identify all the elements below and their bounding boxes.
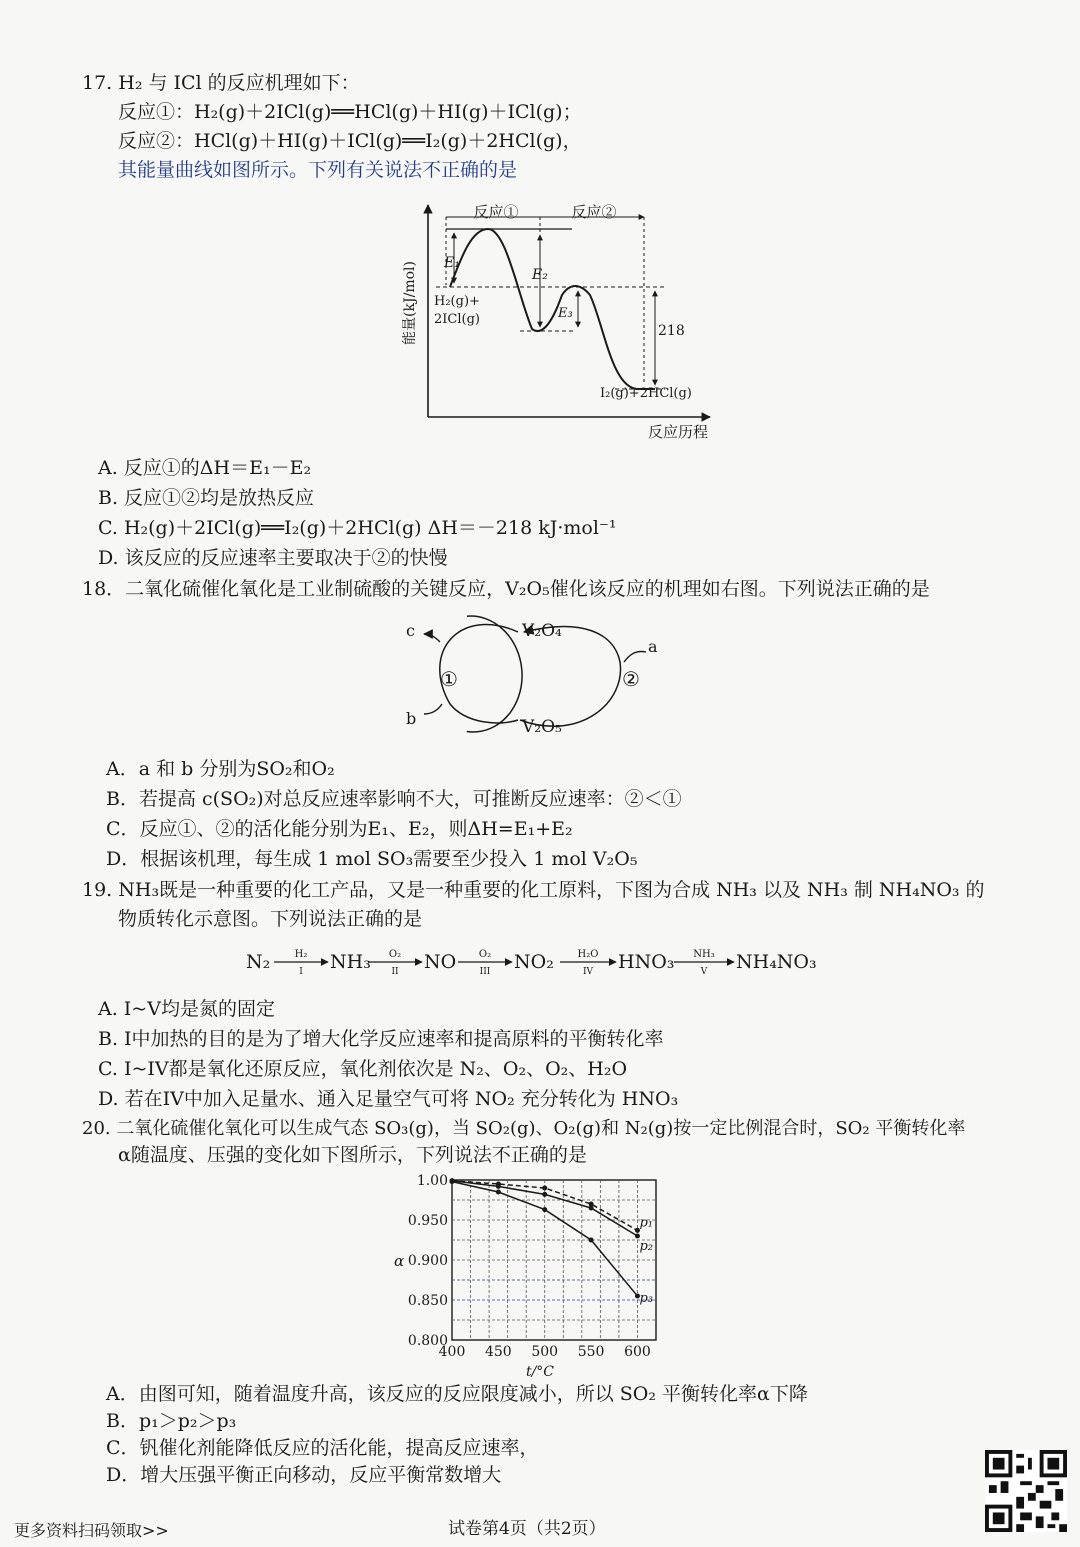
q18-option-b: B．若提高 c(SO₂)对总反应速率影响不大，可推断反应速率：②＜① — [106, 788, 682, 810]
q20-title-2: α随温度、压强的变化如下图所示，下列说法不正确的是 — [118, 1144, 587, 1166]
cycle-left — [417, 612, 527, 736]
label-e3: E₃ — [558, 306, 573, 321]
chart-ytick-label: 0.900 — [407, 1253, 448, 1269]
chart-xlabel: t/°C — [525, 1364, 555, 1380]
chart-xtick-label: 450 — [484, 1344, 512, 1360]
energy-diagram — [400, 195, 730, 445]
label-reaction-1: 反应① — [473, 203, 519, 221]
chain-nh4no3: NH₄NO₃ — [736, 951, 817, 973]
chart-series-label: p₃ — [639, 1291, 654, 1306]
label-e1: E₁ — [444, 255, 460, 271]
q19-title-2: 物质转化示意图。下列说法正确的是 — [118, 908, 423, 930]
chart-point — [496, 1190, 501, 1195]
q19-option-a: A. I~V均是氮的固定 — [98, 998, 275, 1020]
chart-point — [496, 1184, 501, 1189]
label-end: I₂(g)+2HCl(g) — [600, 386, 692, 401]
chart-ytick-label: 0.950 — [407, 1213, 448, 1229]
chart-point — [450, 1179, 455, 1184]
chart-series-label: p₁ — [639, 1215, 654, 1231]
label-start-1: H₂(g)+ — [434, 294, 480, 309]
arrow-3-bottom: III — [479, 967, 491, 977]
chain-n2: N₂ — [246, 951, 271, 973]
label-v2o5: V₂O₅ — [522, 717, 562, 737]
chart-point — [542, 1186, 547, 1191]
chart-xtick-label: 400 — [438, 1344, 466, 1360]
chart-ylabel: α — [394, 1252, 405, 1270]
energy-x-label: 反应历程 — [647, 423, 709, 441]
q17-option-c: C. H₂(g)＋2ICl(g)══I₂(g)＋2HCl(g) ΔH＝－218 kJ·mol⁻¹ — [98, 517, 617, 539]
q17-option-b: B. 反应①②均是放热反应 — [98, 487, 315, 509]
arrow-4-top: H₂O — [577, 949, 599, 960]
label-e2: E₂ — [532, 267, 548, 283]
label-start-2: 2ICl(g) — [434, 312, 480, 327]
qr-code-icon — [985, 1450, 1067, 1532]
q18-option-d: D．根据该机理，每生成 1 mol SO₃需要至少投入 1 mol V₂O₅ — [106, 848, 638, 870]
q20-option-c: C．钒催化剂能降低反应的活化能，提高反应速率， — [106, 1437, 539, 1459]
chart-point — [635, 1234, 640, 1239]
chain-no: NO — [424, 951, 457, 973]
label-dh: 218 — [658, 323, 685, 339]
q19-option-d: D. 若在IV中加入足量水、通入足量空气可将 NO₂ 充分转化为 HNO₃ — [98, 1088, 679, 1110]
chart-xtick-label: 500 — [531, 1344, 559, 1360]
arrow-4-bottom: IV — [582, 967, 594, 977]
q20-option-d: D．增大压强平衡正向移动，反应平衡常数增大 — [106, 1464, 502, 1486]
chain-nh3: NH₃ — [330, 951, 371, 973]
label-c: c — [406, 621, 415, 640]
page-number: 试卷第4页（共2页） — [448, 1519, 606, 1539]
chart-xtick-label: 600 — [624, 1344, 651, 1360]
chain-hno3: HNO₃ — [618, 951, 675, 973]
q18-title: 18．二氧化硫催化氧化是工业制硫酸的关键反应，V₂O₅催化该反应的机理如右图。下列说法正确的是 — [82, 578, 930, 600]
q17-stem: 其能量曲线如图所示。下列有关说法不正确的是 — [118, 159, 518, 181]
q17-option-a: A. 反应①的ΔH＝E₁－E₂ — [98, 457, 312, 479]
chart-xtick-label: 550 — [577, 1344, 605, 1360]
alpha-chart — [390, 1168, 680, 1380]
catalyst-cycle-diagram — [400, 612, 670, 742]
arrow-2-top: O₂ — [388, 949, 402, 960]
arrow-5-bottom: V — [700, 967, 708, 977]
q20-option-b: B．p₁＞p₂＞p₃ — [106, 1410, 237, 1432]
energy-y-label: 能量(kJ/mol) — [402, 261, 418, 345]
label-a: a — [648, 637, 658, 656]
label-b: b — [406, 709, 417, 728]
chart-point — [542, 1192, 547, 1197]
conversion-chain — [244, 940, 834, 984]
label-step-2: ② — [622, 667, 640, 691]
q20-option-a: A．由图可知，随着温度升高，该反应的反应限度减小，所以 SO₂ 平衡转化率α下降 — [106, 1383, 808, 1405]
chart-series-line — [452, 1182, 637, 1296]
q17-reaction-2: 反应②：HCl(g)＋HI(g)＋ICl(g)══I₂(g)＋2HCl(g)， — [118, 130, 582, 152]
chart-series-label: p₂ — [639, 1239, 654, 1254]
label-step-1: ① — [440, 667, 458, 691]
q17-option-d: D. 该反应的反应速率主要取决于②的快慢 — [98, 547, 448, 569]
chart-ytick-label: 0.850 — [407, 1293, 448, 1309]
q18-option-c: C．反应①、②的活化能分别为E₁、E₂，则ΔH=E₁+E₂ — [106, 818, 573, 840]
arrow-2-bottom: II — [391, 967, 399, 977]
chart-point — [589, 1206, 594, 1211]
q18-option-a: A．a 和 b 分别为SO₂和O₂ — [106, 758, 335, 780]
chart-point — [542, 1207, 547, 1212]
q19-option-b: B. I中加热的目的是为了增大化学反应速率和提高原料的平衡转化率 — [98, 1028, 664, 1050]
arrow-1-top: H₂ — [294, 949, 308, 960]
arrow-5-top: NH₃ — [693, 949, 715, 960]
arrow-3-top: O₂ — [478, 949, 492, 960]
q17-reaction-1: 反应①：H₂(g)＋2ICl(g)══HCl(g)＋HI(g)＋ICl(g)； — [118, 101, 582, 123]
label-reaction-2: 反应② — [571, 203, 617, 221]
label-v2o4: V₂O₄ — [522, 621, 562, 641]
q19-option-c: C. I~IV都是氧化还原反应，氧化剂依次是 N₂、O₂、O₂、H₂O — [98, 1058, 628, 1080]
energy-curve — [450, 229, 655, 389]
chart-ytick-label: 0.800 — [407, 1333, 448, 1349]
chart-ytick-label: 1.00 — [416, 1173, 448, 1189]
q19-title: 19. NH₃既是一种重要的化工产品，又是一种重要的化工原料，下图为合成 NH₃ 以及 NH₃ 制 NH₄NO₃ 的 — [82, 879, 985, 901]
chain-no2: NO₂ — [514, 951, 554, 973]
q17-title: 17. H₂ 与 ICl 的反应机理如下： — [82, 72, 360, 94]
q20-title: 20. 二氧化硫催化氧化可以生成气态 SO₃(g)，当 SO₂(g)、O₂(g)和 N₂(g)按一定比例混合时，SO₂ 平衡转化率 — [82, 1118, 966, 1139]
footer-promo: 更多资料扫码领取>> — [14, 1521, 169, 1540]
chart-point — [589, 1238, 594, 1243]
arrow-1-bottom: I — [299, 967, 303, 977]
